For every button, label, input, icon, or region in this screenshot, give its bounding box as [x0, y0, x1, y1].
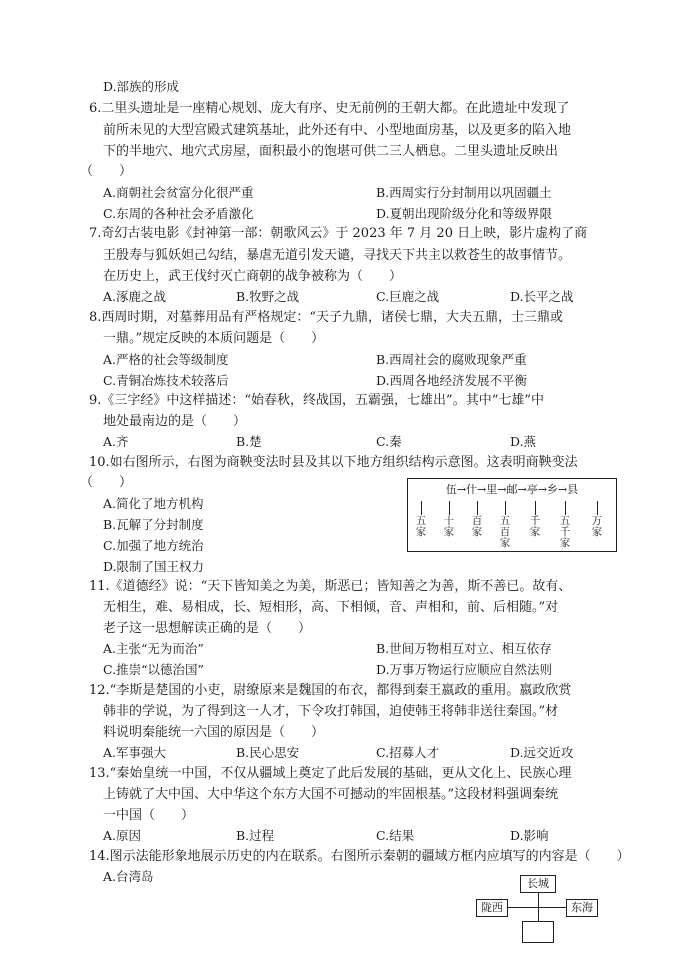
q10-stem-line1: 10.如右图所示，右图为商鞅变法时县及其以下地方组织结构示意图。这表明商鞅变法 — [89, 455, 578, 470]
q9-option-a[interactable]: A.齐 — [103, 434, 129, 449]
q9-stem-line2: 地处最南边的是（ ） — [103, 414, 247, 429]
q12-option-d[interactable]: D.远交近攻 — [510, 745, 574, 760]
county-organization-diagram — [407, 478, 617, 552]
unit-column — [414, 501, 428, 538]
q12-stem-line3: 料说明秦能统一六国的原因是（ ） — [103, 725, 325, 740]
q6-stem-line2: 前所未见的大型宫殿式建筑基址，此外还有中、小型地面房基，以及更多的陷入地 — [103, 123, 572, 138]
q8-option-a[interactable]: A.严格的社会等级制度 — [103, 352, 229, 367]
west-east-line — [505, 907, 567, 908]
q7-option-d[interactable]: D.长平之战 — [510, 289, 574, 304]
q14-option-a[interactable]: A.台湾岛 — [103, 869, 154, 884]
q9-option-d[interactable]: D.燕 — [510, 434, 537, 449]
q7-stem-line1: 7.奇幻古装电影《封神第一部：朝歌风云》于 2023 年 7 月 20 日上映，影片虚构了商 — [89, 226, 588, 241]
unit-column — [528, 501, 542, 538]
q7-stem-line3: 在历史上，武王伐纣灭亡商朝的战争被称为（ ） — [103, 269, 403, 284]
q6-option-b[interactable]: B.西周实行分封制用以巩固疆土 — [376, 185, 552, 200]
unit-label: 五 千 家 — [559, 515, 571, 549]
q6-stem-line3: 下的半地穴、地穴式房屋，面积最小的饱堪可供二三人栖息。二里头遗址反映出 — [103, 144, 559, 159]
q6-option-d[interactable]: D.夏朝出现阶级分化和等级界限 — [376, 206, 553, 221]
q12-option-a[interactable]: A.军事强大 — [103, 745, 167, 760]
q8-option-b[interactable]: B.西周社会的腐败现象严重 — [376, 352, 527, 367]
unit-label: 万 家 — [591, 515, 603, 538]
north-box-great-wall: 长城 — [520, 875, 556, 893]
q6-option-a[interactable]: A.商朝社会贫富分化很严重 — [103, 185, 254, 200]
q13-option-c[interactable]: C.结果 — [376, 828, 415, 843]
q8-option-c[interactable]: C.青铜冶炼技术较落后 — [103, 373, 229, 388]
west-box-longxi: 陇西 — [476, 899, 508, 917]
q11-option-c[interactable]: C.推崇“以德治国” — [103, 662, 204, 677]
q8-stem-line1: 8.西周时期，对墓葬用品有严格规定：“天子九鼎，诸侯七鼎，大夫五鼎，士三鼎或 — [89, 310, 564, 325]
unit-column — [558, 501, 572, 549]
q13-stem-line2: 上铸就了大中国、大中华这个东方大国不可撼动的牢固根基。”这段材料强调秦统 — [103, 787, 559, 802]
q13-stem-line3: 一中国（ ） — [103, 808, 195, 823]
unit-column — [442, 501, 456, 538]
q7-option-b[interactable]: B.牧野之战 — [236, 289, 300, 304]
q10-option-c[interactable]: C.加强了地方统治 — [103, 538, 204, 553]
q13-option-a[interactable]: A.原因 — [103, 828, 142, 843]
q6-option-c[interactable]: C.东周的各种社会矛盾激化 — [103, 206, 254, 221]
q7-stem-line2: 王殷寿与狐妖妲己勾结，暴虐无道引发天谴，寻找天下共主以救苍生的故事情节。 — [103, 248, 572, 263]
q11-stem-line2: 无相生，难、易相成，长、短相形，高、下相倾，音、声相和，前、后相随。”对 — [103, 600, 559, 615]
q13-option-d[interactable]: D.影响 — [510, 828, 549, 843]
unit-column — [470, 501, 484, 538]
q12-stem-line1: 12.“李斯是楚国的小吏，尉缭原来是魏国的布衣，都得到秦王嬴政的重用。嬴政欣赏 — [89, 683, 572, 698]
organization-chain-label: 伍→什→里→邮→亭→乡→县 — [445, 483, 579, 496]
q8-option-d[interactable]: D.西周各地经济发展不平衡 — [376, 373, 528, 388]
q11-stem-line1: 11.《道德经》说：“天下皆知美之为美，斯恶已；皆知善之为善，斯不善已。故有、 — [89, 579, 572, 594]
q11-option-b[interactable]: B.世间万物相互对立、相互依存 — [376, 641, 552, 656]
east-box-east-sea: 东海 — [566, 899, 598, 917]
q6-answer-bracket: （ ） — [80, 164, 133, 179]
q13-option-b[interactable]: B.过程 — [236, 828, 275, 843]
q5-option-d[interactable]: D.部族的形成 — [103, 79, 180, 94]
q7-option-a[interactable]: A.涿鹿之战 — [103, 289, 167, 304]
q10-option-b[interactable]: B.瓦解了分封制度 — [103, 517, 204, 532]
q9-stem-line1: 9.《三字经》中这样描述：“始春秋，终战国，五霸强，七雄出”。其中“七雄”中 — [89, 393, 544, 408]
q13-stem-line1: 13.“秦始皇统一中国，不仅从疆域上奠定了此后发展的基础，更从文化上、民族心理 — [89, 766, 572, 781]
south-box-blank[interactable] — [522, 921, 554, 943]
unit-column — [590, 501, 604, 538]
q10-option-a[interactable]: A.简化了地方机构 — [103, 496, 204, 511]
q11-option-d[interactable]: D.万事万物运行应顺应自然法则 — [376, 662, 553, 677]
unit-column — [498, 501, 512, 549]
q11-option-a[interactable]: A.主张“无为而治” — [103, 641, 204, 656]
q10-option-d[interactable]: D.限制了国王权力 — [103, 559, 205, 574]
q9-option-b[interactable]: B.楚 — [236, 434, 262, 449]
q11-stem-line3: 老子这一思想解读正确的是（ ） — [103, 621, 312, 636]
q7-option-c[interactable]: C.巨鹿之战 — [376, 289, 440, 304]
q6-stem-line1: 6.二里头遗址是一座精心规划、庞大有序、史无前例的王朝大都。在此遗址中发现了 — [89, 101, 570, 116]
q12-stem-line2: 韩非的学说，为了得到这一人才，下令攻打韩国，迫使韩王将韩非送往秦国。”材 — [103, 704, 559, 719]
q8-stem-line2: 一鼎。”规定反映的本质问题是（ ） — [103, 331, 325, 346]
q12-option-c[interactable]: C.招募人才 — [376, 745, 440, 760]
q12-option-b[interactable]: B.民心思安 — [236, 745, 300, 760]
unit-label: 百 家 — [471, 515, 483, 538]
q10-answer-bracket: （ ） — [80, 475, 133, 490]
unit-label: 五 家 — [415, 515, 427, 538]
q9-option-c[interactable]: C.秦 — [376, 434, 402, 449]
unit-label: 十 家 — [443, 515, 455, 538]
q14-stem-line1: 14.图示法能形象地展示历史的内在联系。右图所示秦朝的疆域方框内应填写的内容是（ ） — [89, 849, 630, 864]
unit-label: 五 百 家 — [499, 515, 511, 549]
unit-label: 千 家 — [529, 515, 541, 538]
